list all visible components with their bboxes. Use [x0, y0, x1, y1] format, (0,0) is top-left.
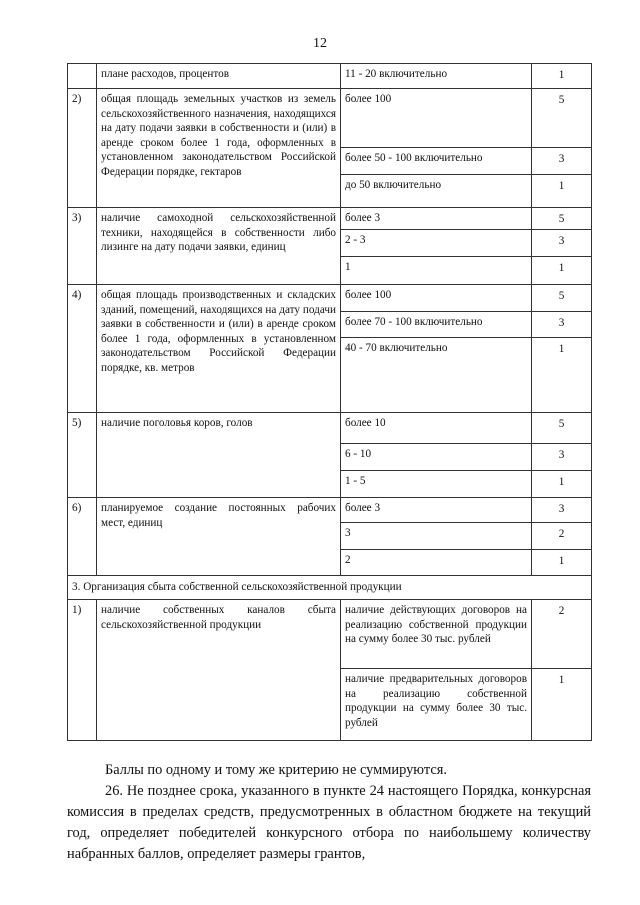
value-cell: 2: [341, 550, 532, 576]
value-cell: 1 - 5: [341, 471, 532, 498]
page-number: 12: [313, 36, 327, 51]
value-cell: до 50 включительно: [341, 175, 532, 208]
value-cell: 40 - 70 включительно: [341, 338, 532, 413]
value-cell: наличие действующих договоров на реализацию собственной продукции на сумму более 30 тыс. рублей: [341, 600, 532, 669]
table-row: [68, 600, 592, 669]
row-number: 5): [68, 413, 97, 498]
value-cell: 3: [341, 523, 532, 550]
row-number: 2): [68, 89, 97, 208]
score-cell: 3: [532, 230, 592, 257]
score-cell: 2: [532, 600, 592, 669]
value-cell: более 70 - 100 включительно: [341, 312, 532, 338]
score-cell: 1: [532, 338, 592, 413]
value-cell: более 100: [341, 89, 532, 148]
row-number: 1): [68, 600, 97, 741]
score-cell: 1: [532, 175, 592, 208]
criterion-cell: планируемое создание постоянных рабочих мест, единиц: [97, 498, 341, 576]
score-cell: 5: [532, 285, 592, 312]
table-row: [68, 413, 592, 444]
score-cell: 3: [532, 444, 592, 471]
table-row: [68, 498, 592, 523]
section-title: 3. Организация сбыта собственной сельскохозяйственной продукции: [68, 576, 592, 600]
value-cell: наличие предварительных договоров на реализацию собственной продукции на сумму более 30 тыс. рублей: [341, 669, 532, 741]
score-cell: 5: [532, 413, 592, 444]
score-cell: 1: [532, 471, 592, 498]
criterion-cell: общая площадь земельных участков из земель сельскохозяйственного назначения, находящихся на дату подачи заявки в собственности и (или) в аренде сроком более 1 года, оформленных в установленном законодательством Российской Федерации порядке, гектаров: [97, 89, 341, 208]
score-cell: 2: [532, 523, 592, 550]
value-cell: более 3: [341, 208, 532, 230]
value-cell: 1: [341, 257, 532, 285]
value-cell: 6 - 10: [341, 444, 532, 471]
value-cell: 11 - 20 включительно: [341, 64, 532, 89]
value-cell: более 50 - 100 включительно: [341, 148, 532, 175]
table-row: [68, 89, 592, 148]
table-row: [68, 64, 592, 89]
score-cell: 1: [532, 64, 592, 89]
score-cell: 1: [532, 550, 592, 576]
score-cell: 1: [532, 669, 592, 741]
criterion-cell: плане расходов, процентов: [97, 64, 341, 89]
value-cell: более 3: [341, 498, 532, 523]
score-cell: 5: [532, 208, 592, 230]
value-cell: более 10: [341, 413, 532, 444]
score-cell: 3: [532, 498, 592, 523]
row-number: 6): [68, 498, 97, 576]
score-cell: 3: [532, 312, 592, 338]
criterion-cell: наличие поголовья коров, голов: [97, 413, 341, 498]
score-cell: 5: [532, 89, 592, 148]
section-header-row: [68, 576, 592, 600]
value-cell: более 100: [341, 285, 532, 312]
paragraph: Баллы по одному и тому же критерию не суммируются.: [105, 762, 447, 778]
paragraph: 26. Не позднее срока, указанного в пункте 24 настоящего Порядка, конкурсная комиссия в пределах средств, предусмотренных в областном бюджете на текущий год, определяет победителей конкурсного отбора по наибольшему количеству набранных баллов, определяет размеры грантов,: [67, 783, 591, 862]
table-row: [68, 285, 592, 312]
row-number: 3): [68, 208, 97, 285]
table-row: [68, 208, 592, 230]
score-cell: 1: [532, 257, 592, 285]
criteria-table: [67, 63, 592, 741]
score-cell: 3: [532, 148, 592, 175]
criterion-cell: наличие самоходной сельскохозяйственной техники, находящейся в собственности либо лизинге на дату подачи заявки, единиц: [97, 208, 341, 285]
row-number: 4): [68, 285, 97, 413]
footer-text: [67, 760, 591, 865]
value-cell: 2 - 3: [341, 230, 532, 257]
criterion-cell: общая площадь производственных и складских зданий, помещений, находящихся на дату подачи заявки в собственности и (или) в аренде сроком более 1 года, оформленных в установленном законодательством Российской Федерации порядке, кв. метров: [97, 285, 341, 413]
criterion-cell: наличие собственных каналов сбыта сельскохозяйственной продукции: [97, 600, 341, 741]
row-number: [68, 64, 97, 89]
